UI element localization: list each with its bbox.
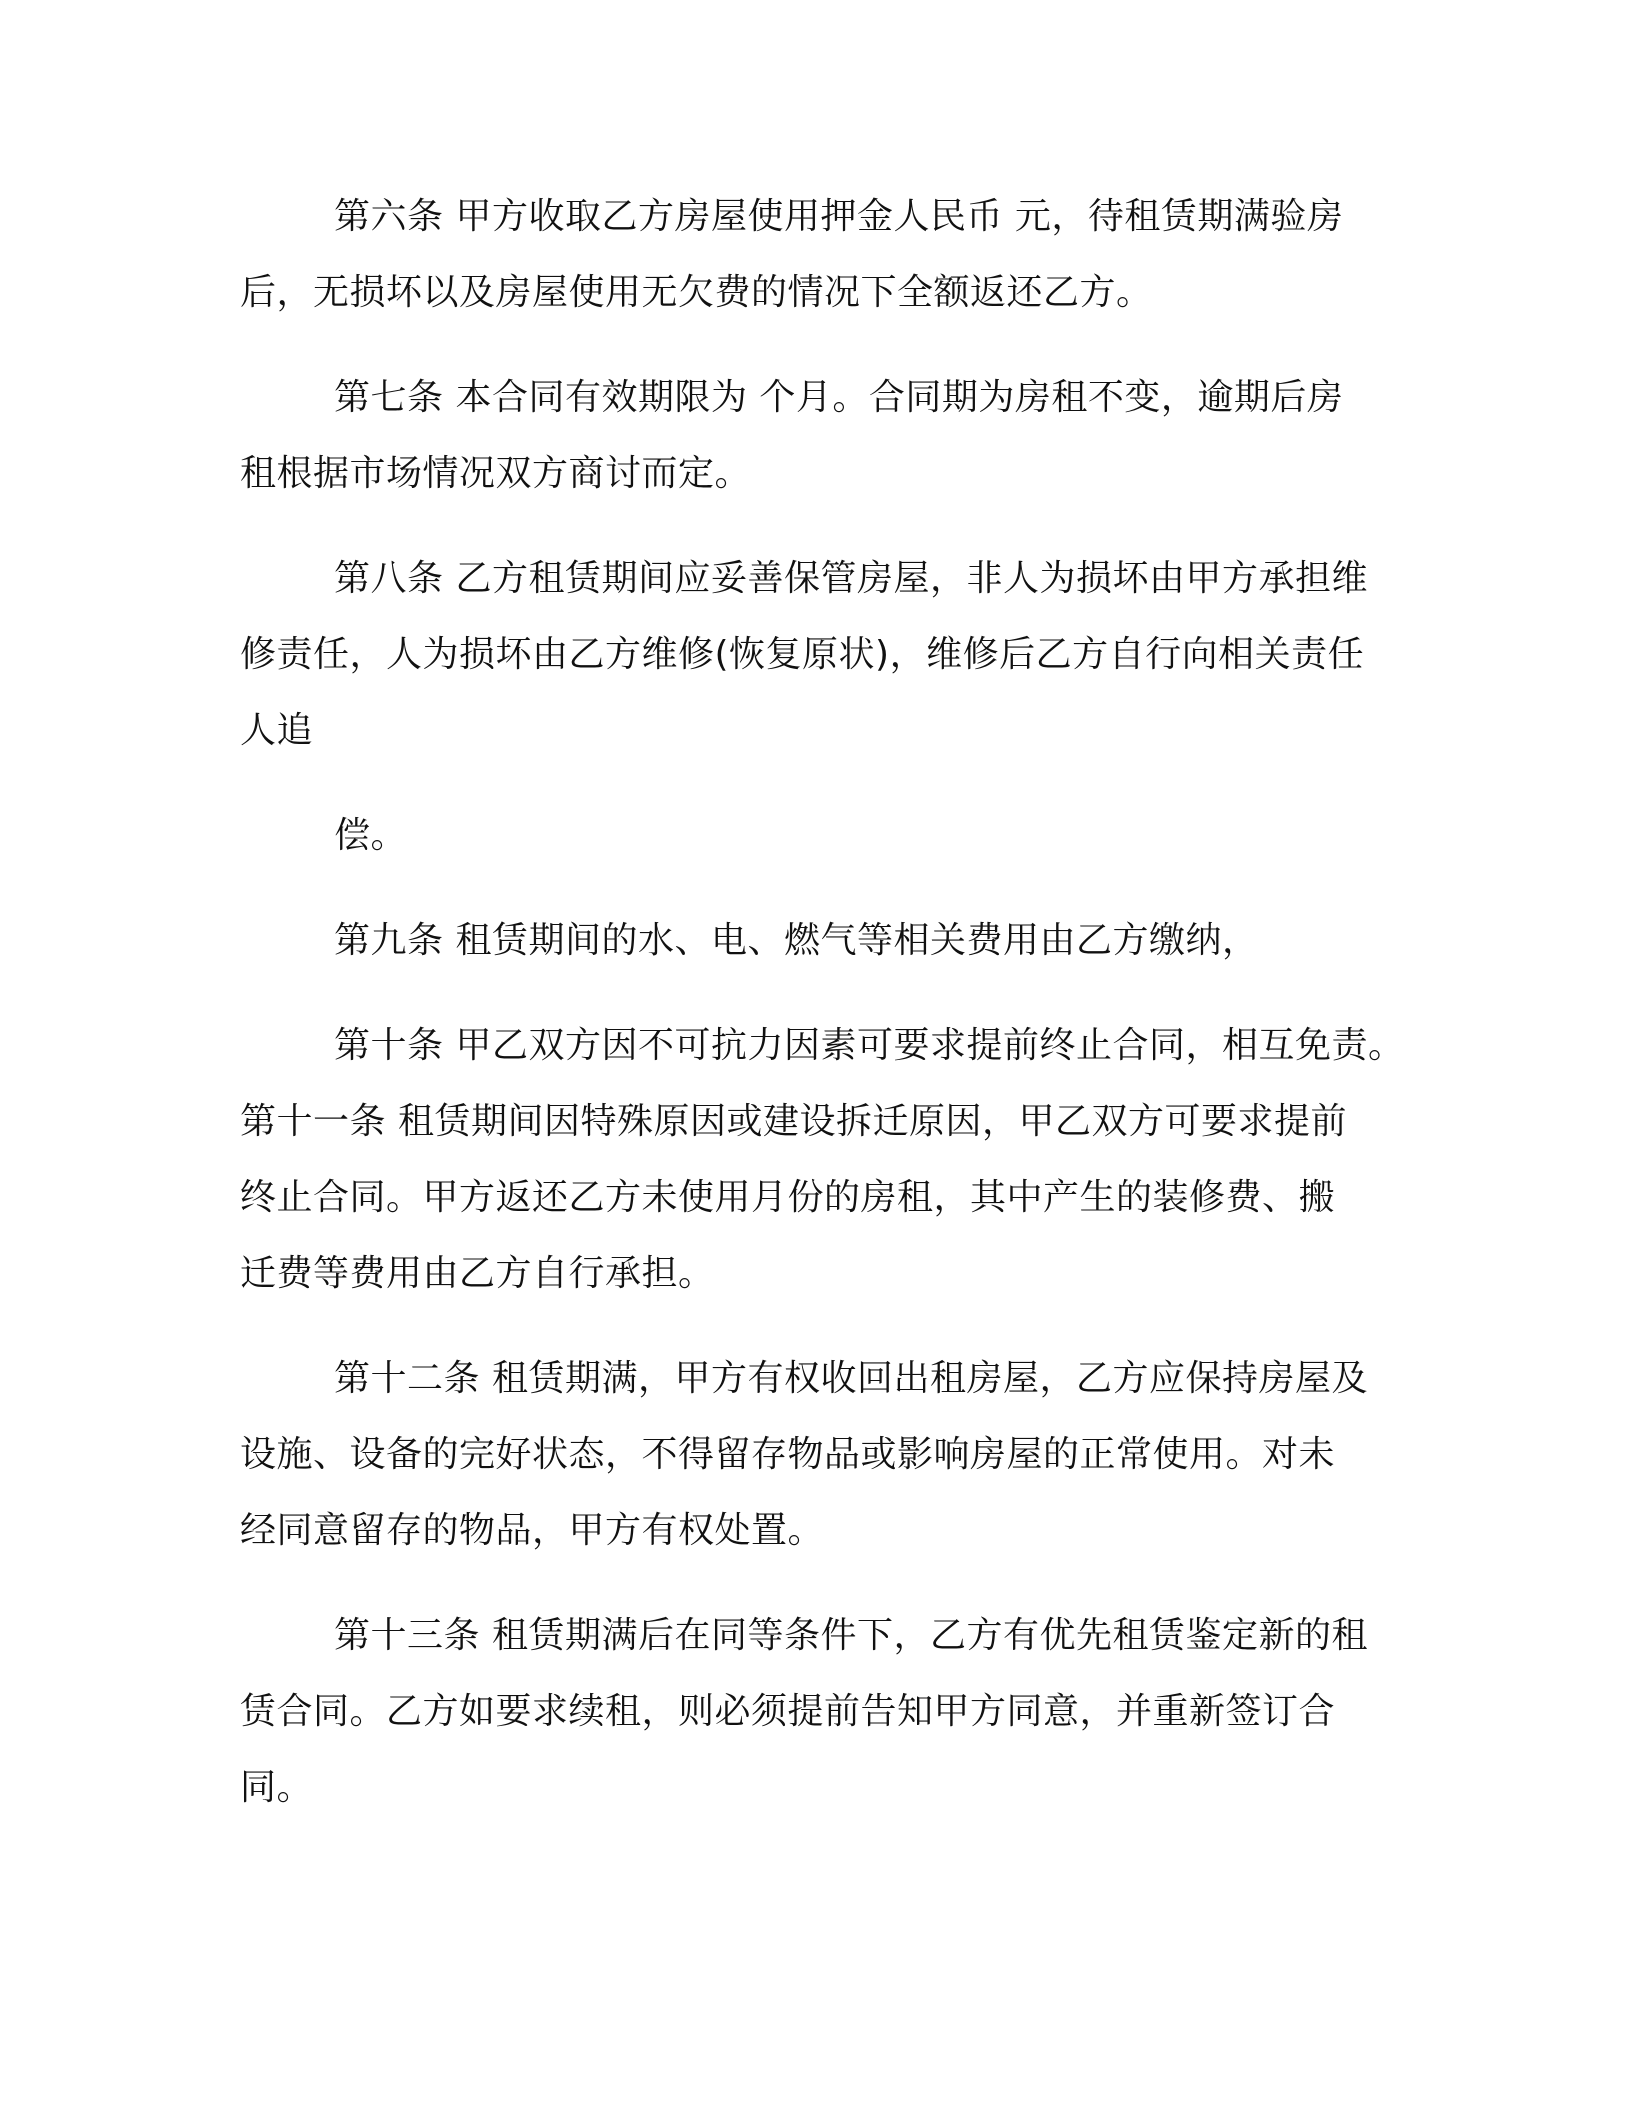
article-6-line-1: 第六条 甲方收取乙方房屋使用押金人民币 元，待租赁期满验房	[334, 196, 1344, 237]
article-8-line-2: 修责任，人为损坏由乙方维修(恢复原状)，维修后乙方自行向相关责任	[240, 634, 1365, 675]
article-6-line-2: 后，无损坏以及房屋使用无欠费的情况下全额返还乙方。	[240, 272, 1153, 313]
article-11-line-1: 第十一条 租赁期间因特殊原因或建设拆迁原因，甲乙双方可要求提前	[240, 1101, 1347, 1142]
article-11-line-2: 终止合同。甲方返还乙方未使用月份的房租，其中产生的装修费、搬	[240, 1177, 1336, 1218]
article-12-line-1: 第十二条 租赁期满，甲方有权收回出租房屋，乙方应保持房屋及	[334, 1358, 1368, 1399]
article-7-line-1: 第七条 本合同有效期限为 个月。合同期为房租不变，逾期后房	[334, 377, 1344, 418]
article-12-line-2: 设施、设备的完好状态，不得留存物品或影响房屋的正常使用。对未	[240, 1434, 1336, 1475]
article-13-line-1: 第十三条 租赁期满后在同等条件下，乙方有优先租赁鉴定新的租	[334, 1615, 1368, 1656]
article-10-line-1: 第十条 甲乙双方因不可抗力因素可要求提前终止合同，相互免责。	[334, 1025, 1405, 1066]
article-9-line-1: 第九条 租赁期间的水、电、燃气等相关费用由乙方缴纳，	[334, 920, 1259, 961]
article-8-line-3: 人追	[240, 710, 314, 751]
article-8-line-4: 偿。	[334, 815, 408, 856]
article-12-line-3: 经同意留存的物品，甲方有权处置。	[240, 1510, 825, 1551]
article-8-line-1: 第八条 乙方租赁期间应妥善保管房屋，非人为损坏由甲方承担维	[334, 558, 1368, 599]
article-11-line-3: 迁费等费用由乙方自行承担。	[240, 1253, 715, 1294]
article-7-line-2: 租根据市场情况双方商讨而定。	[240, 453, 752, 494]
article-13-line-2: 赁合同。乙方如要求续租，则必须提前告知甲方同意，并重新签订合	[240, 1691, 1336, 1732]
article-13-line-3: 同。	[240, 1767, 314, 1808]
